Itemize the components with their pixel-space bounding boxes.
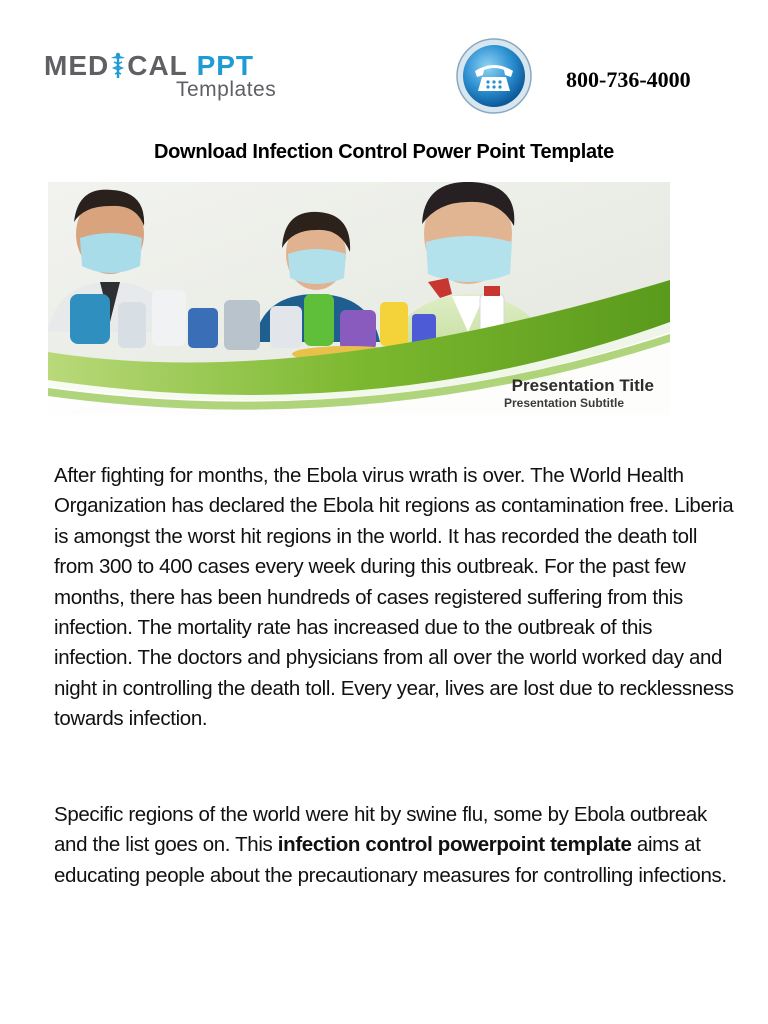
- page-title: Download Infection Control Power Point Template: [154, 141, 614, 164]
- article-paragraph-1: After fighting for months, the Ebola virus wrath is over. The World Health Organization has declared the Ebola hit regions as contamination free. Liberia is amongst the worst hit regions in the world. It has recorded the death toll from 300 to 400 cases every week during this outbreak. For the past few months, there has been hundreds of cases registered suffering from this infection. The mortality rate has increased due to the outbreak of this infection. The doctors and physicians from all over the world worked day and night in controlling the death toll. Every year, lives are lost due to recklessness towards infection.: [54, 464, 734, 731]
- medical-ppt-templates-logo[interactable]: [44, 50, 344, 110]
- caduceus-icon: [110, 52, 126, 78]
- hero-presentation-title: Presentation Title: [511, 376, 654, 395]
- paragraph-2-ending: aims at educating people about the precautionary measures for controlling infections.: [54, 833, 727, 887]
- infection-control-template-link[interactable]: infection control powerpoint template: [277, 833, 632, 857]
- telephone-icon[interactable]: [455, 37, 533, 115]
- logo-word-cal: CAL: [127, 50, 188, 81]
- logo-word-med: MED: [44, 50, 110, 81]
- paragraph-2-intro: Specific regions of the world were hit by swine flu, some by Ebola outbreak and the list goes on. This: [54, 803, 707, 857]
- logo-word-ppt: PPT: [196, 50, 255, 81]
- logo-subtitle: Templates: [176, 78, 277, 101]
- phone-number[interactable]: 800-736-4000: [566, 67, 691, 92]
- hero-presentation-subtitle: Presentation Subtitle: [503, 396, 624, 410]
- article-paragraph-2: [54, 800, 734, 891]
- template-preview-image: [48, 182, 670, 415]
